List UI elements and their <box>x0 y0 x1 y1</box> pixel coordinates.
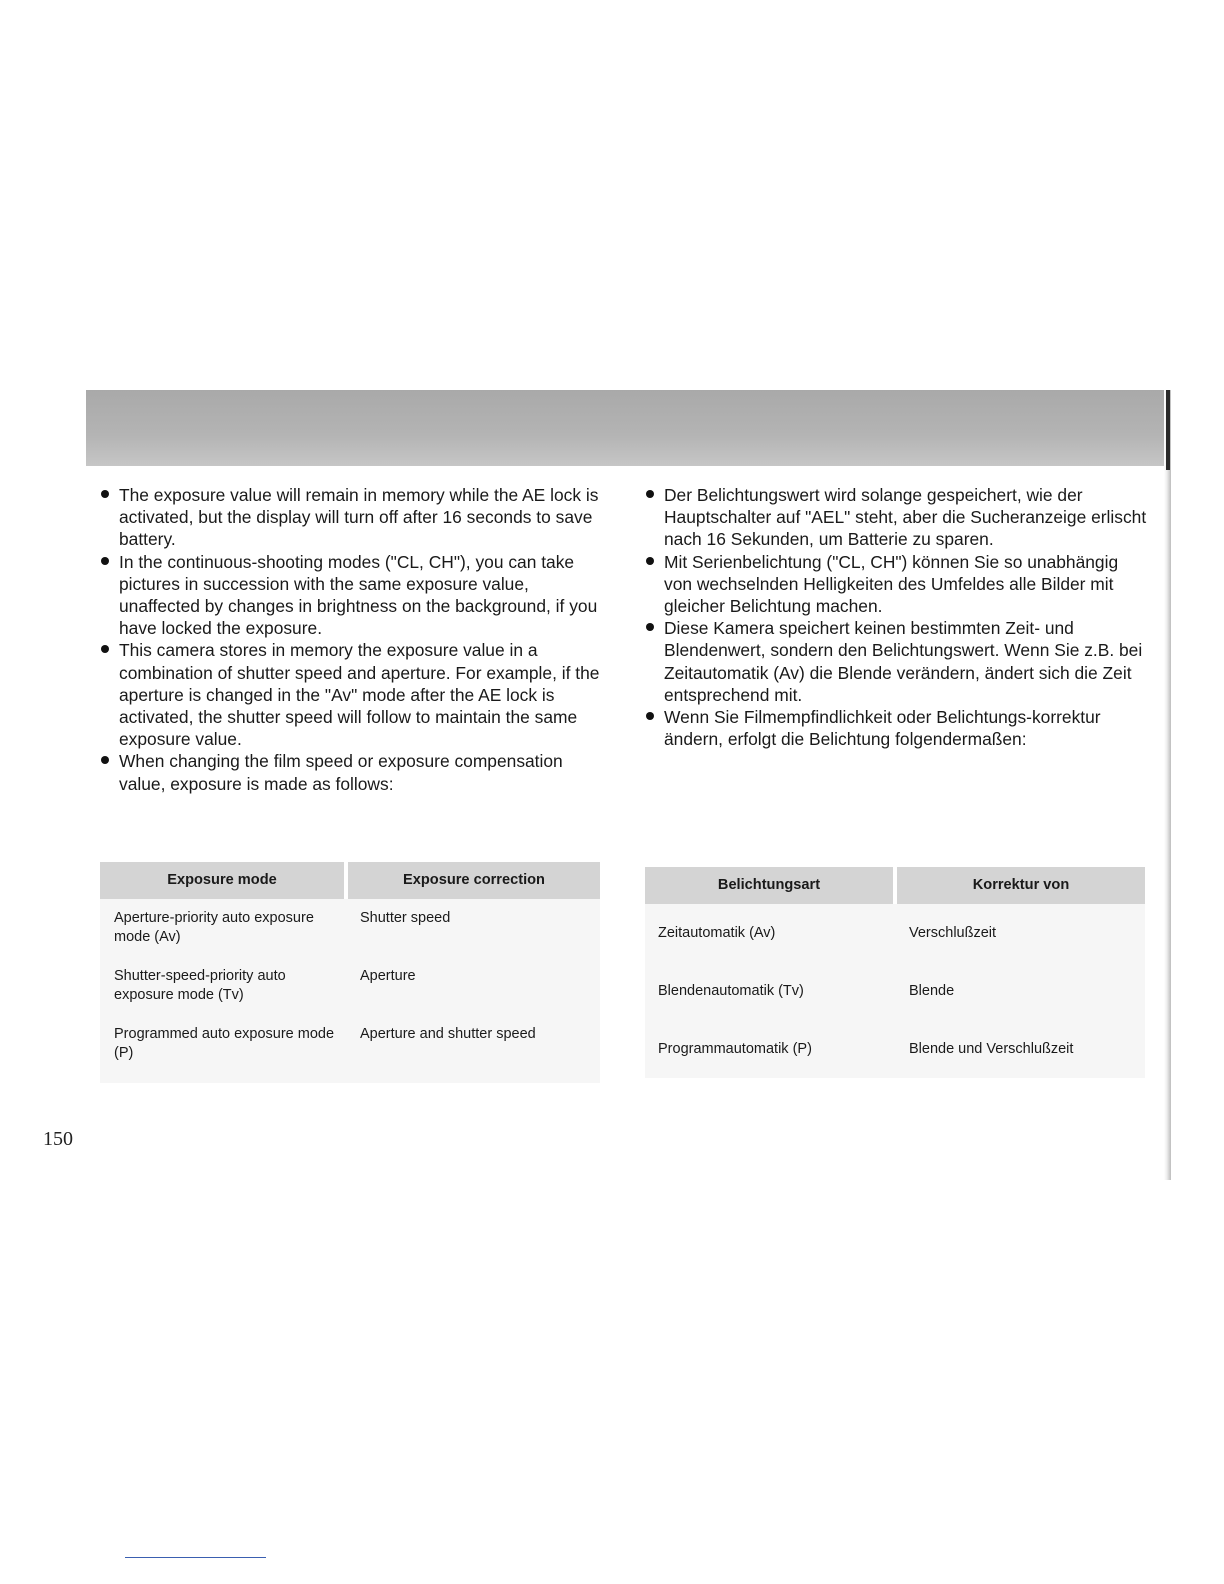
english-note-3 <box>100 639 600 750</box>
table-row <box>645 904 1145 962</box>
table-header-row <box>645 867 1145 904</box>
english-notes <box>100 484 600 795</box>
table-cell: Shutter speed <box>360 910 451 926</box>
german-note-1-text: Der Belichtungswert wird solange gespeichert, wie der Hauptschalter auf "AEL" steht, aber die Sucheranzeige erlischt nach 16 Sekunden, um Batterie zu sparen. <box>664 485 1147 550</box>
english-note-1-text: The exposure value will remain in memory while the AE lock is activated, but the display will turn off after 16 seconds to save battery. <box>119 485 599 550</box>
german-notes <box>645 484 1150 750</box>
bullet-icon <box>646 557 654 565</box>
english-note-2-text: In the continuous-shooting modes ("CL, CH"), you can take pictures in succession with the same exposure value, unaffected by changes in brightness on the background, if you have locked the exposure. <box>119 551 598 639</box>
bullet-icon <box>101 756 109 764</box>
header-band <box>86 390 1170 466</box>
bullet-icon <box>101 557 109 565</box>
english-note-2 <box>100 551 600 640</box>
bullet-icon <box>646 490 654 498</box>
page-edge-shadow <box>1164 390 1171 1180</box>
column-header: Belichtungsart <box>645 867 895 904</box>
bullet-icon <box>646 623 654 631</box>
table-cell: Shutter-speed-priority auto exposure mode (Tv) <box>114 968 286 1003</box>
page-edge-mark <box>1166 390 1170 470</box>
page-number: 150 <box>43 1128 73 1150</box>
table-cell: Zeitautomatik (Av) <box>658 924 776 941</box>
column-header: Exposure mode <box>100 862 346 899</box>
column-header: Exposure correction <box>346 862 600 899</box>
table-cell: Blendenautomatik (Tv) <box>658 982 804 999</box>
english-note-3-text: This camera stores in memory the exposure value in a combination of shutter speed and aperture. For example, if the aperture is changed in the "Av" mode after the AE lock is activated, the shutter speed will follow to maintain the same exposure value. <box>119 640 600 750</box>
table-header-row <box>100 862 600 899</box>
german-note-2 <box>645 551 1150 618</box>
table-cell: Aperture and shutter speed <box>360 1026 536 1042</box>
english-note-1 <box>100 484 600 551</box>
german-note-3 <box>645 617 1150 706</box>
table-cell: Verschlußzeit <box>909 924 997 941</box>
exposure-correction-table <box>100 862 600 1083</box>
german-note-4 <box>645 706 1150 750</box>
german-note-1 <box>645 484 1150 551</box>
bottom-rule <box>125 1557 266 1558</box>
english-note-4 <box>100 750 600 794</box>
table-cell: Programmed auto exposure mode (P) <box>114 1026 335 1061</box>
table-row <box>100 967 600 1025</box>
german-note-4-text: Wenn Sie Filmempfindlichkeit oder Belichtungs-korrektur ändern, erfolgt die Belichtung folgendermaßen: <box>664 707 1101 750</box>
table-row <box>645 962 1145 1020</box>
table-cell: Blende und Verschlußzeit <box>909 1040 1074 1057</box>
table-row <box>100 1025 600 1083</box>
english-note-4-text: When changing the film speed or exposure compensation value, exposure is made as follows: <box>119 751 563 794</box>
table-row <box>100 899 600 967</box>
table-row <box>645 1020 1145 1078</box>
table-cell: Aperture-priority auto exposure mode (Av) <box>114 910 314 945</box>
bullet-icon <box>101 645 109 653</box>
bullet-icon <box>646 712 654 720</box>
table-cell: Programmautomatik (P) <box>658 1040 812 1057</box>
bullet-icon <box>101 490 109 498</box>
german-note-3-text: Diese Kamera speichert keinen bestimmten Zeit- und Blendenwert, sondern den Belichtungswert. Wenn Sie z.B. bei Zeitautomatik (Av) die Blende verändern, ändert sich die Zeit entsprechend mit. <box>664 618 1143 705</box>
column-header: Korrektur von <box>895 867 1145 904</box>
belichtung-korrektur-table <box>645 867 1145 1078</box>
table-cell: Blende <box>909 982 955 999</box>
table-cell: Aperture <box>360 968 416 984</box>
german-note-2-text: Mit Serienbelichtung ("CL, CH") können Sie so unabhängig von wechselnden Helligkeiten des Umfeldes alle Bilder mit gleicher Belichtung machen. <box>664 551 1119 617</box>
